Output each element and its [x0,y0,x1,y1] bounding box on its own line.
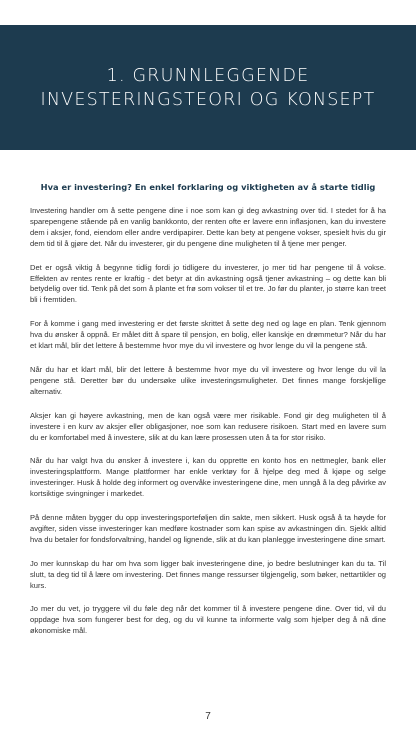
paragraph-9: Jo mer du vet, jo tryggere vil du føle deg når det kommer til å investere pengene dine. Over tid, vil du oppdage hva som fungerer best for deg, og du vil kunne ta informerte valg som hjelper deg å nå dine økonomiske mål. [30,604,386,636]
paragraph-8: Jo mer kunnskap du har om hva som ligger bak investeringene dine, jo bedre beslutninger kan du ta. Til slutt, ta deg tid til å lære om investering. Det finnes mange ressurser tilgjengelig, som bøker, nettartikler og kurs. [30,558,386,590]
body-text [30,206,386,650]
top-margin [0,0,416,25]
paragraph-2: Det er også viktig å begynne tidlig fordi jo tidligere du investerer, jo mer tid har pengene til å vokse. Effekten av rentes rente er kraftig - det betyr at din avkastning også tjener avkastning – og dette kan bli betydelig over tid. Tenk på det som å plante et frø som vokser til et tre. Jo før du planter, jo større kan treet bli i fremtiden. [30,262,386,305]
chapter-header [0,25,416,150]
paragraph-4: Når du har et klart mål, blir det lettere å bestemme hvor mye du vil investere og hvor lenge du vil la pengene stå. Deretter bør du undersøke ulike investeringsmuligheter. Det finnes mange forskjellige alternativ. [30,364,386,396]
page-number: 7 [205,711,211,722]
paragraph-5: Aksjer kan gi høyere avkastning, men de kan også være mer risikable. Fond gir deg muligheten til å investere i en kurv av aksjer eller obligasjoner, noe som kan redusere risikoen. Start med en lavere sum du er komfortabel med å investere, slik at du kan lære prosessen uten å ta for stor risiko. [30,410,386,442]
chapter-title-line-2: INVESTERINGSTEORI OG KONSEPT [40,89,376,110]
paragraph-6: Når du har valgt hva du ønsker å investere i, kan du opprette en konto hos en nettmegler, bank eller investeringsplattform. Mange plattformer har enkle verktøy for å hjelpe deg med å kjøpe og selge investeringer. Husk å holde deg informert og overvåke investeringene dine, men unngå å la deg påvirke av kortsiktige svingninger i markedet. [30,456,386,499]
section-subtitle: Hva er investering? En enkel forklaring og viktigheten av å starte tidlig [40,182,376,192]
chapter-title-line-1: 1. GRUNNLEGGENDE [106,65,310,86]
paragraph-1: Investering handler om å sette pengene dine i noe som kan gi deg avkastning over tid. I stedet for å ha sparepengene stående på en vanlig bankkonto, der renten ofte er lavere enn inflasjonen, kan du investere dem i aksjer, fond, eiendom eller andre verdipapirer. Dette kan bety at pengene vokser, spesielt hvis du gir dem tid til å gjøre det. Når du investerer, gir du pengene dine muligheten til å tjene mer penger. [30,206,386,248]
paragraph-3: For å komme i gang med investering er det første skrittet å sette deg ned og lage en plan. Tenk gjennom hva du ønsker å oppnå. Er målet ditt å spare til pensjon, en bolig, eller kanskje en drømmetur? Når du har et klart mål, blir det lettere å bestemme hvor mye du vil investere og hvor lenge du vil la pengene stå. [30,319,386,351]
paragraph-7: På denne måten bygger du opp investeringsporteføljen din sakte, men sikkert. Husk også å ta høyde for avgifter, siden visse investeringer kan medføre kostnader som kan spise av avkastningen din. Sjekk alltid hva du betaler for fondsforvaltning, handel og lignende, slik at du kan planlegge investeringene dine smart. [30,513,386,544]
